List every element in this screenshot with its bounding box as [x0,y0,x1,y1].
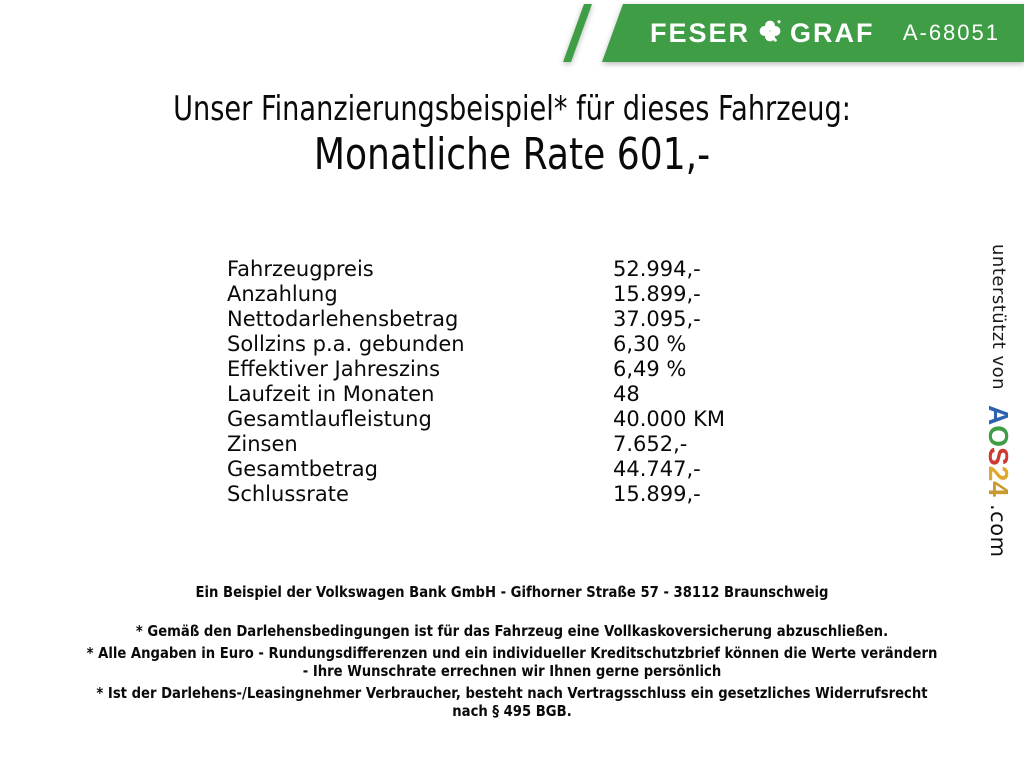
row-value: 6,49 % [613,357,687,381]
row-label: Anzahlung [227,282,338,306]
table-row [227,432,767,457]
row-label: Laufzeit in Monaten [227,382,435,406]
row-value: 15.899,- [613,282,701,306]
aos24-domain-suffix: .com [986,504,1010,558]
row-value: 6,30 % [613,332,687,356]
brand-banner [550,4,1024,62]
row-label: Effektiver Jahreszins [227,357,441,381]
footnote [0,644,1024,680]
row-label: Gesamtbetrag [227,457,379,481]
table-row [227,382,767,407]
supported-by-label: unterstützt von [988,244,1009,397]
table-row [227,282,767,307]
row-label: Fahrzeugpreis [227,257,374,281]
brand-word-feser: FESER [650,17,751,48]
footnote-line: * Alle Angaben in Euro - Rundungsdifferenzen und ein individueller Kreditschutzbrief können die Werte verändern [86,644,938,662]
row-label: Nettodarlehensbetrag [227,307,459,331]
row-value: 44.747,- [613,457,701,481]
row-value: 48 [613,382,640,406]
bank-address-line: Ein Beispiel der Volkswagen Bank GmbH - Gifhorner Straße 57 - 38112 Braunschweig [195,583,829,601]
banner-content [650,4,1000,62]
aos24-logo [983,405,1014,497]
row-label: Sollzins p.a. gebunden [227,332,465,356]
footnote-line: - Ihre Wunschrate errechnen wir Ihnen gerne persönlich [302,662,722,680]
table-row [227,307,767,332]
footnote-line: * Ist der Darlehens-/Leasingnehmer Verbraucher, besteht nach Vertragsschluss ein gesetzliches Widerrufsrecht [96,684,928,702]
aos24-letter: A [983,405,1014,426]
table-row [227,257,767,282]
footnotes [0,622,1024,724]
row-value: 7.652,- [613,432,688,456]
clover-icon [757,18,783,51]
aos24-letter: O [983,425,1014,448]
aos24-letter: S [983,447,1014,466]
brand-logo [650,16,875,51]
row-label: Schlussrate [227,482,349,506]
headline-block [0,90,1024,180]
table-row [227,407,767,432]
table-row [227,482,767,507]
table-row [227,357,767,382]
row-value: 15.899,- [613,482,701,506]
row-value: 40.000 KM [613,407,726,431]
aos24-letter: 2 [983,465,1014,482]
row-label: Gesamtlaufleistung [227,407,432,431]
footnote [0,684,1024,720]
aos24-letter: 4 [983,481,1014,498]
row-label: Zinsen [227,432,298,456]
brand-word-graf: GRAF [790,17,875,48]
footnote-line: nach § 495 BGB. [452,702,572,720]
vehicle-ref-code: A-68051 [902,20,1000,45]
supported-by-vertical [982,244,1014,558]
row-value: 37.095,- [613,307,701,331]
financing-table [227,257,767,507]
headline-intro: Unser Finanzierungsbeispiel* für dieses Fahrzeug: [173,89,851,129]
monthly-rate-headline: Monatliche Rate 601,- [313,129,711,180]
table-row [227,457,767,482]
footnote-line: * Gemäß den Darlehensbedingungen ist für das Fahrzeug eine Vollkaskoversicherung abzuschließen. [135,622,889,640]
row-value: 52.994,- [613,257,701,281]
footnote [0,622,1024,640]
table-row [227,332,767,357]
